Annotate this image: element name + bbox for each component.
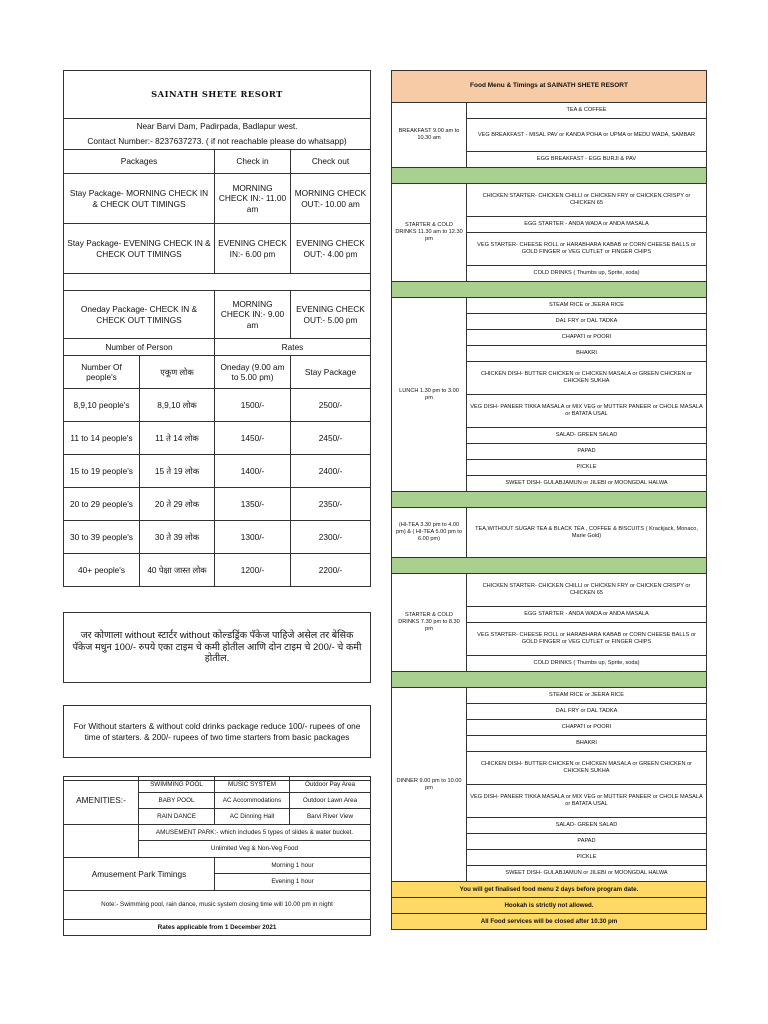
col-people: Number Of people's: [64, 356, 140, 389]
package-name: Stay Package- EVENING CHECK IN & CHECK OUT TIMINGS: [64, 224, 215, 274]
package-checkin: EVENING CHECK IN:- 6.00 pm: [215, 224, 291, 274]
menu-item: CHICKEN STARTER- CHICKEN CHILLI or CHICKEN FRY or CHICKEN CRISPY or CHICKEN 65: [467, 574, 707, 607]
lunch-label: LUNCH 1.30 pm to 3.00 pm: [392, 298, 467, 492]
menu-item: EGG STARTER - ANDA WADA or ANDA MASALA: [467, 607, 707, 623]
amenity-item: SWIMMING POOL: [139, 777, 215, 793]
rate-stay: 2500/-: [291, 389, 371, 422]
amusement-timing-morning: Morning 1 hour: [215, 858, 371, 874]
rate-people-marathi: 11 ते 14 लोक: [140, 422, 215, 455]
closing-note: Note:- Swimming pool, rain dance, music system closing time will 10.00 pm in night: [64, 891, 371, 920]
separator-row: [392, 672, 707, 688]
checkout-header: Check out: [291, 150, 371, 174]
notice-closing: All Food services will be closed after 10.30 pm: [392, 914, 707, 930]
amusement-timing-evening: Evening 1 hour: [215, 874, 371, 891]
resort-address: Near Barvi Dam, Padirpada, Badlapur west.: [64, 119, 371, 134]
rate-row: [64, 455, 371, 488]
rate-people-marathi: 30 ते 39 लोक: [140, 521, 215, 554]
rate-people-marathi: 8,9,10 लोक: [140, 389, 215, 422]
rate-people: 40+ people's: [64, 554, 140, 587]
rates-applicable: Rates applicable from 1 December 2021: [64, 920, 371, 936]
rate-people: 11 to 14 people's: [64, 422, 140, 455]
menu-item: EGG STARTER - ANDA WADA or ANDA MASALA: [467, 217, 707, 233]
checkin-header: Check in: [215, 150, 291, 174]
rate-oneday: 1300/-: [215, 521, 291, 554]
separator-row: [392, 168, 707, 184]
col-people-marathi: एकूण लोक: [140, 356, 215, 389]
col-oneday: Oneday (9.00 am to 5.00 pm): [215, 356, 291, 389]
rate-people: 30 to 39 people's: [64, 521, 140, 554]
rate-oneday: 1400/-: [215, 455, 291, 488]
menu-item: BHAKRI: [467, 346, 707, 362]
amenities-label: AMENITIES:-: [64, 777, 139, 825]
amusement-timings-label: Amusement Park Timings: [64, 858, 215, 891]
spacer-row: [64, 587, 371, 613]
menu-item: VEG DISH- PANEER TIKKA MASALA or MIX VEG or MUTTER PANEER or CHOLE MASALA or BATATA USAL: [467, 395, 707, 428]
menu-item: PICKLE: [467, 460, 707, 476]
rate-row: [64, 521, 371, 554]
package-row: [64, 174, 371, 224]
rate-row: [64, 422, 371, 455]
packages-header: Packages: [64, 150, 215, 174]
menu-item: SALAD- GREEN SALAD: [467, 818, 707, 834]
col-stay: Stay Package: [291, 356, 371, 389]
starter-label: STARTER & COLD DRINKS 7.30 pm to 8.30 pm: [392, 574, 467, 672]
menu-item: VEG BREAKFAST - MISAL PAV or KANDA POHA or UPMA or MEDU WADA, SAMBAR: [467, 119, 707, 152]
dinner-label: DINNER 9.00 pm to 10.00 pm: [392, 688, 467, 882]
menu-item: EGG BREAKFAST - EGG BURJI & PAV: [467, 152, 707, 168]
menu-item: COLD DRINKS ( Thumbs up, Sprite, soda): [467, 656, 707, 672]
amenity-item: Outdoor Pay Area: [290, 777, 371, 793]
amenity-item: BABY POOL: [139, 793, 215, 809]
rate-row: [64, 389, 371, 422]
menu-item: CHICKEN DISH- BUTTER CHICKEN or CHICKEN MASALA or GREEN CHICKEN or CHICKEN SUKHA: [467, 362, 707, 395]
menu-item: VEG DISH- PANEER TIKKA MASALA or MIX VEG or MUTTER PANEER or CHOLE MASALA or BATATA USAL: [467, 785, 707, 818]
food-info: Unlimited Veg & Non-Veg Food: [139, 841, 371, 858]
package-checkout: EVENING CHECK OUT:- 4.00 pm: [291, 224, 371, 274]
resort-title: SAINATH SHETE RESORT: [64, 71, 371, 119]
rates-header: Rates: [215, 339, 371, 356]
amenity-item: AC Accommodations: [215, 793, 290, 809]
rate-people-marathi: 40 पेक्षा जास्त लोक: [140, 554, 215, 587]
breakfast-label: BREAKFAST 9.00 am to 10.30 am: [392, 103, 467, 168]
menu-item: PAPAD: [467, 834, 707, 850]
package-checkout: MORNING CHECK OUT:- 10.00 am: [291, 174, 371, 224]
notice-menu: You will get finalised food menu 2 days before program date.: [392, 882, 707, 898]
menu-item: CHICKEN STARTER- CHICKEN CHILLI or CHICKEN FRY or CHICKEN CRISPY or CHICKEN 65: [467, 184, 707, 217]
package-row: [64, 291, 371, 339]
menu-item: TEA & COFFEE: [467, 103, 707, 119]
rate-people-marathi: 15 ते 19 लोक: [140, 455, 215, 488]
starter-label: STARTER & COLD DRINKS 11.30 am to 12.30 pm: [392, 184, 467, 282]
notice-hookah: Hookah is strictly not allowed.: [392, 898, 707, 914]
rate-oneday: 1350/-: [215, 488, 291, 521]
rate-oneday: 1200/-: [215, 554, 291, 587]
menu-item: DAL FRY or DAL TADKA: [467, 704, 707, 720]
menu-item: BHAKRI: [467, 736, 707, 752]
resort-contact: Contact Number:- 8237637273. ( if not reachable please do whatsapp): [64, 134, 371, 150]
menu-item: VEG STARTER- CHEESE ROLL or HARABHARA KABAB or CORN CHEESE BALLS or GOLD FINGER or VEG CUTLET or FINGER CHIPS: [467, 233, 707, 266]
hitea-label: (HI-TEA 3.30 pm to 4.00 pm) & ( HI-TEA 5.00 pm to 6.00 pm): [392, 508, 467, 558]
amenities-table: [63, 776, 371, 936]
rate-stay: 2350/-: [291, 488, 371, 521]
menu-item: PAPAD: [467, 444, 707, 460]
menu-item: STEAM RICE or JEERA RICE: [467, 298, 707, 314]
note-english: For Without starters & without cold drinks package reduce 100/- rupees of one time of starters. & 200/- rupees of two time starters from basic packages: [64, 706, 371, 758]
package-name: Oneday Package- CHECK IN & CHECK OUT TIMINGS: [64, 291, 215, 339]
menu-item: TEA,WITHOUT SUGAR TEA & BLACK TEA , COFFEE & BISCUITS ( Krackjack, Monaco, Marie Gold): [467, 508, 707, 558]
package-checkin: MORNING CHECK IN:- 11.00 am: [215, 174, 291, 224]
amenities-blank: [64, 825, 139, 841]
rate-oneday: 1500/-: [215, 389, 291, 422]
separator-row: [392, 282, 707, 298]
menu-item: SALAD- GREEN SALAD: [467, 428, 707, 444]
food-menu-table: [391, 70, 707, 930]
package-name: Stay Package- MORNING CHECK IN & CHECK OUT TIMINGS: [64, 174, 215, 224]
package-checkout: EVENING CHECK OUT:- 5.00 pm: [291, 291, 371, 339]
menu-item: STEAM RICE or JEERA RICE: [467, 688, 707, 704]
package-row: [64, 224, 371, 274]
rate-stay: 2300/-: [291, 521, 371, 554]
amenity-item: MUSIC SYSTEM: [215, 777, 290, 793]
amenity-item: RAIN DANCE: [139, 809, 215, 825]
menu-item: VEG STARTER- CHEESE ROLL or HARABHARA KABAB or CORN CHEESE BALLS or GOLD FINGER or VEG CUTLET or FINGER CHIPS: [467, 623, 707, 656]
amenity-item: Outdoor Lawn Area: [290, 793, 371, 809]
rate-oneday: 1450/-: [215, 422, 291, 455]
menu-item: PICKLE: [467, 850, 707, 866]
menu-title: Food Menu & Timings at SAINATH SHETE RESORT: [392, 71, 707, 103]
menu-item: SWEET DISH- GULABJAMUN or JILEBI or MOONGDAL HALWA: [467, 866, 707, 882]
amenities-blank: [64, 841, 139, 858]
menu-item: CHAPATI or POORI: [467, 330, 707, 346]
menu-item: CHICKEN DISH- BUTTER CHICKEN or CHICKEN MASALA or GREEN CHICKEN or CHICKEN SUKHA: [467, 752, 707, 785]
separator-row: [392, 492, 707, 508]
rate-stay: 2200/-: [291, 554, 371, 587]
menu-item: CHAPATI or POORI: [467, 720, 707, 736]
spacer-row: [64, 274, 371, 291]
rate-people: 8,9,10 people's: [64, 389, 140, 422]
amusement-park-info: AMUSEMENT PARK:- which includes 5 types of slides & water bucket.: [139, 825, 371, 841]
rate-stay: 2400/-: [291, 455, 371, 488]
rate-row: [64, 554, 371, 587]
note-marathi: जर कोणाला without स्टार्टर without कोल्डड्रिंक पॅकेज पाहिजे असेल तर बेसिक पॅकेज मधुन 100/- रुपये एका टाइम चे कमी होतील आणि दोन टाइम चे 200/- चे कमी होतील.: [64, 613, 371, 683]
rate-people: 15 to 19 people's: [64, 455, 140, 488]
menu-item: COLD DRINKS ( Thumbs up, Sprite, soda): [467, 266, 707, 282]
separator-row: [392, 558, 707, 574]
rate-stay: 2450/-: [291, 422, 371, 455]
resort-info-table: [63, 70, 371, 781]
amenity-item: AC Dinning Hall: [215, 809, 290, 825]
rate-people-marathi: 20 ते 29 लोक: [140, 488, 215, 521]
spacer-row: [64, 683, 371, 706]
package-checkin: MORNING CHECK IN:- 9.00 am: [215, 291, 291, 339]
amenity-item: Barvi River View: [290, 809, 371, 825]
persons-header: Number of Person: [64, 339, 215, 356]
menu-item: DAL FRY or DAL TADKA: [467, 314, 707, 330]
rate-people: 20 to 29 people's: [64, 488, 140, 521]
rate-row: [64, 488, 371, 521]
menu-item: SWEET DISH- GULABJAMUN or JILEBI or MOONGDAL HALWA: [467, 476, 707, 492]
